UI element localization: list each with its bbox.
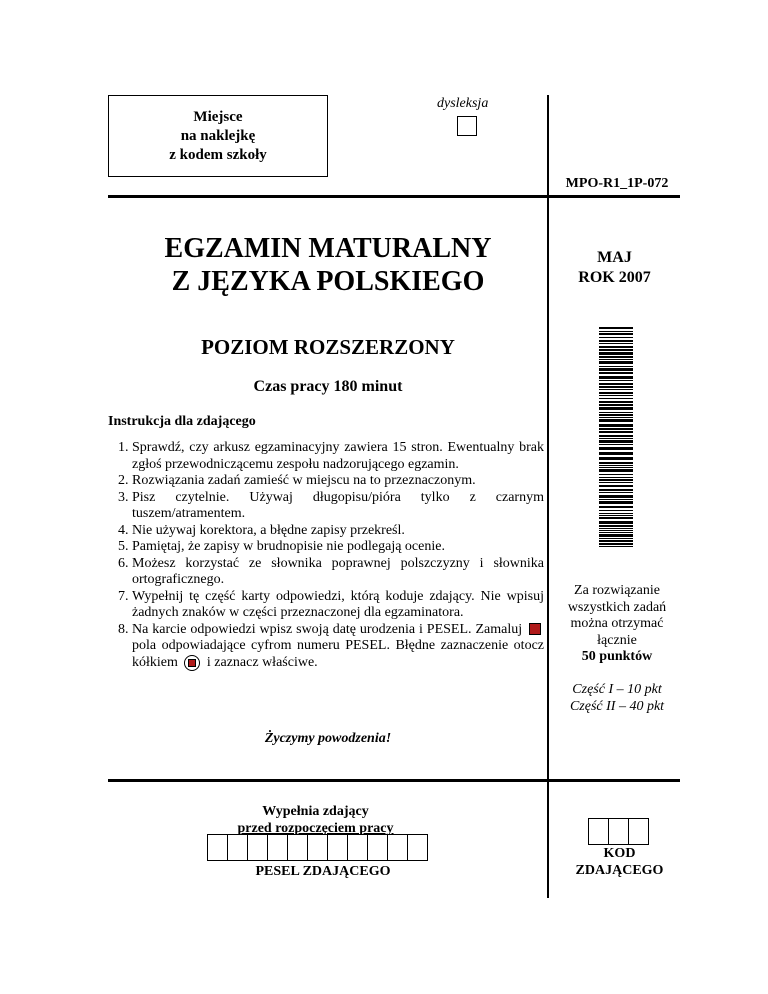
instruction-item: 1. Sprawdź, czy arkusz egzaminacyjny zawiera 15 stron. Ewentualny brak zgłoś przewodniczącemu zespołu nadzorującego egzamin. (132, 440, 544, 473)
barcode-bar (599, 540, 633, 542)
barcode-bar (599, 401, 633, 403)
pesel-cell[interactable] (367, 834, 388, 861)
instruction-item (132, 622, 544, 672)
pesel-label: PESEL ZDAJĄCEGO (255, 864, 391, 879)
pesel-input[interactable] (208, 834, 428, 861)
barcode-bar (599, 440, 633, 443)
barcode-bar (599, 538, 633, 539)
dyslexia-checkbox[interactable] (457, 116, 477, 136)
barcode-bar (599, 521, 633, 524)
instruction-item: 5. Pamiętaj, że zapisy w brudnopisie nie podlegają ocenie. (132, 539, 544, 556)
exam-month: MAJ (597, 249, 632, 266)
barcode-bar (599, 352, 633, 355)
vertical-divider (547, 95, 549, 898)
exam-title (108, 232, 548, 298)
barcode-bar (599, 380, 633, 381)
barcode-bar (599, 395, 633, 396)
barcode-bar (599, 467, 633, 468)
good-luck-message: Życzymy powodzenia! (264, 731, 392, 746)
barcode-bar (599, 392, 633, 394)
title-line-1: EGZAMIN MATURALNY (164, 233, 492, 264)
instructions-title: Instrukcja dla zdającego (108, 414, 256, 429)
barcode-bar (599, 499, 633, 500)
exam-code: MPO-R1_1P-072 (565, 176, 669, 191)
pesel-cell[interactable] (387, 834, 408, 861)
barcode-bar (599, 469, 633, 472)
fill-line-2: przed rozpoczęciem pracy (237, 820, 394, 836)
barcode-bar (599, 359, 633, 360)
barcode-bar (599, 366, 633, 367)
instruction-item: 4. Nie używaj korektora, a błędne zapisy przekreśl. (132, 523, 544, 540)
points-info (557, 583, 677, 666)
instruction-8-part-2: pola odpowiadające cyfrom numeru PESEL. Błędne zaznaczenie otocz kółkiem (132, 638, 544, 670)
instruction-item: 7. Wypełnij tę część karty odpowiedzi, którą koduje zdający. Nie wpisuj żadnych znaków w części przeznaczonej dla egzaminatora. (132, 589, 544, 622)
barcode-bar (599, 477, 633, 478)
sticker-line-3: z kodem szkoły (169, 146, 267, 163)
points-total: 50 punktów (581, 649, 653, 664)
barcode-bar (599, 501, 633, 504)
barcode-bar (599, 495, 633, 498)
exam-time: Czas pracy 180 minut (253, 378, 403, 395)
barcode-bar (599, 462, 633, 464)
sticker-line-2: na naklejkę (180, 127, 256, 144)
barcode-bar (599, 546, 633, 547)
barcode-bar (599, 376, 633, 379)
barcode-bar (599, 530, 633, 531)
barcode-bar (599, 489, 633, 491)
barcode-bar (599, 389, 633, 390)
instruction-8-part-3: i zaznacz właściwe. (206, 654, 318, 670)
filled-square-icon (529, 623, 541, 635)
part-2-points: Część II – 40 pkt (569, 698, 665, 714)
barcode-bar (599, 361, 633, 364)
barcode-bar (599, 474, 633, 475)
barcode-bar (599, 337, 633, 338)
instruction-8-part-1: Na karcie odpowiedzi wpisz swoją datę urodzenia i PESEL. Zamaluj (132, 621, 523, 637)
barcode-bar (599, 457, 633, 460)
barcode-bar (599, 383, 633, 385)
sticker-line-1: Miejsce (193, 108, 243, 125)
barcode-bar (599, 419, 633, 422)
pesel-cell[interactable] (347, 834, 368, 861)
instruction-item: 6. Możesz korzystać ze słownika poprawnej polszczyzny i słownika ortograficznego. (132, 556, 544, 589)
barcode-bar (599, 404, 633, 406)
pesel-cell[interactable] (327, 834, 348, 861)
circled-square-icon (184, 655, 200, 671)
barcode-bar (599, 386, 633, 388)
barcode-bar (599, 482, 633, 483)
barcode-bar (599, 431, 633, 433)
barcode-bar (599, 428, 633, 430)
kod-cell[interactable] (588, 818, 609, 845)
pesel-cell[interactable] (407, 834, 428, 861)
barcode-bar (599, 543, 633, 545)
barcode-icon (599, 327, 633, 547)
barcode-bar (599, 412, 633, 413)
barcode-bar (599, 510, 633, 511)
barcode-bar (599, 447, 633, 450)
barcode-bar (599, 327, 633, 329)
top-divider (108, 195, 680, 198)
school-sticker-box (108, 95, 328, 177)
points-line-1: Za rozwiązanie (574, 583, 660, 598)
exam-year: ROK 2007 (578, 269, 651, 286)
barcode-bar (599, 424, 633, 427)
barcode-bar (599, 525, 633, 527)
dyslexia-label: dysleksja (437, 96, 489, 111)
parts-info (557, 682, 677, 715)
barcode-bar (599, 438, 633, 439)
student-code-label (557, 846, 682, 879)
points-line-3: można otrzymać (570, 616, 664, 631)
barcode-bar (599, 515, 633, 516)
kod-line-2: ZDAJĄCEGO (575, 862, 664, 878)
part-1-points: Część I – 10 pkt (572, 682, 662, 697)
barcode-bar (599, 414, 633, 416)
kod-line-1: KOD (603, 846, 636, 861)
barcode-bar (599, 517, 633, 519)
barcode-bar (599, 444, 633, 445)
points-line-2: wszystkich zadań (567, 599, 667, 615)
barcode-bar (599, 333, 633, 335)
barcode-bar (599, 356, 633, 358)
barcode-bar (599, 398, 633, 399)
instruction-item: 2. Rozwiązania zadań zamieść w miejscu na to przeznaczonym. (132, 473, 544, 490)
pesel-cell[interactable] (247, 834, 268, 861)
barcode-bar (599, 372, 633, 374)
kod-cell[interactable] (608, 818, 629, 845)
exam-level: POZIOM ROZSZERZONY (201, 335, 455, 359)
pesel-cell[interactable] (307, 834, 328, 861)
exam-date (549, 248, 680, 288)
barcode-bar (599, 532, 633, 533)
pesel-cell[interactable] (267, 834, 288, 861)
points-line-4: łącznie (597, 632, 637, 648)
fill-line-1: Wypełnia zdający (262, 804, 369, 819)
barcode-bar (599, 479, 633, 481)
barcode-bar (599, 346, 633, 348)
barcode-bar (599, 534, 633, 537)
barcode-bar (599, 506, 633, 508)
fill-in-label (208, 804, 423, 837)
barcode-bar (599, 417, 633, 418)
barcode-bar (599, 435, 633, 437)
barcode-bar (599, 485, 633, 487)
barcode-bar (599, 349, 633, 351)
pesel-cell[interactable] (227, 834, 248, 861)
pesel-cell[interactable] (207, 834, 228, 861)
title-line-2: Z JĘZYKA POLSKIEGO (171, 266, 485, 297)
barcode-bar (599, 331, 633, 332)
barcode-bar (599, 343, 633, 344)
barcode-bar (599, 513, 633, 514)
kod-cell[interactable] (628, 818, 649, 845)
barcode-bar (599, 368, 633, 371)
instruction-item: 3. Pisz czytelnie. Używaj długopisu/pióra tylko z czarnym tuszem/atramentem. (132, 490, 544, 523)
barcode-bar (599, 340, 633, 342)
barcode-bar (599, 528, 633, 529)
instructions-list (108, 440, 544, 671)
bottom-divider (108, 779, 680, 782)
barcode-bar (599, 452, 633, 455)
student-code-input[interactable] (589, 818, 649, 845)
pesel-cell[interactable] (287, 834, 308, 861)
barcode-bar (599, 465, 633, 466)
barcode-bar (599, 407, 633, 410)
barcode-bar (599, 492, 633, 493)
